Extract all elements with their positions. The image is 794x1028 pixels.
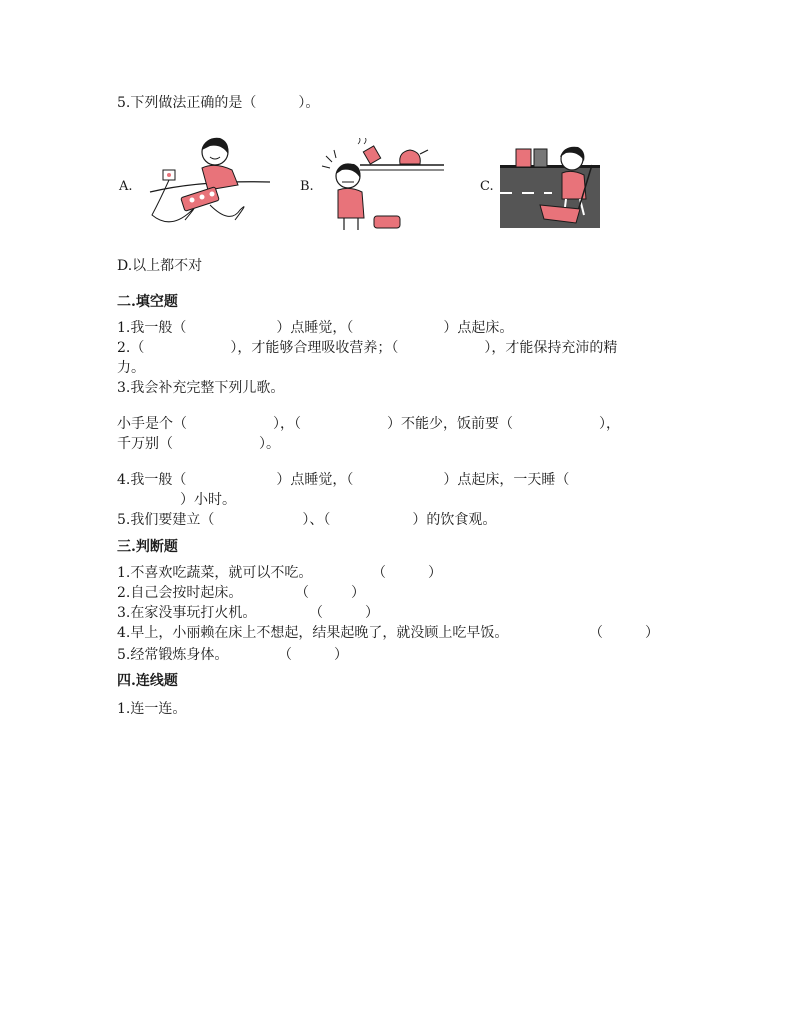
fill-q2-part-b: ），才能够合理吸收营养；（ bbox=[230, 340, 399, 356]
fill-q1-part-a: 1.我一般（ bbox=[117, 320, 187, 336]
fill-q2-wrap: 力。 bbox=[117, 360, 145, 376]
fill-q4-wrap: ）小时。 bbox=[180, 492, 236, 508]
fill-q2 bbox=[117, 338, 617, 358]
fill-q4 bbox=[117, 470, 569, 490]
song-part-a: 小手是个（ bbox=[117, 416, 187, 432]
song-line-1 bbox=[117, 414, 620, 434]
judge-q3: 3.在家没事玩打火机。 bbox=[117, 605, 257, 621]
judge-q4: 4.早上，小丽赖在床上不想起，结果起晚了，就没顾上吃早饭。 bbox=[117, 625, 509, 641]
q5-option-d: D.以上都不对 bbox=[117, 258, 203, 274]
fill-q5 bbox=[117, 510, 496, 530]
fill-q2-part-c: ），才能保持充沛的精 bbox=[484, 340, 618, 356]
option-a-label: A. bbox=[119, 179, 133, 194]
song-part-b: ），（ bbox=[273, 416, 301, 432]
judge-q3-answer[interactable]: （ ） bbox=[309, 605, 379, 621]
judge-q1-answer[interactable]: （ ） bbox=[372, 565, 442, 581]
song-part-f: ）。 bbox=[259, 436, 280, 452]
fill-q4-part-a: 4.我一般（ bbox=[117, 472, 187, 488]
song-line-2 bbox=[117, 434, 280, 454]
judge-q2-answer[interactable]: （ ） bbox=[295, 585, 365, 601]
fill-q1 bbox=[117, 318, 513, 338]
fill-q3: 3.我会补充完整下列儿歌。 bbox=[117, 380, 285, 396]
q5-stem: 5.下列做法正确的是（ ）。 bbox=[117, 95, 320, 111]
song-part-c: ）不能少，饭前要（ bbox=[387, 416, 513, 432]
section-judge-title: 三.判断题 bbox=[117, 539, 178, 555]
option-c-label: C. bbox=[480, 179, 494, 194]
judge-q1: 1.不喜欢吃蔬菜，就可以不吃。 bbox=[117, 565, 313, 581]
section-fill-title: 二.填空题 bbox=[117, 294, 178, 310]
judge-q2: 2.自己会按时起床。 bbox=[117, 585, 243, 601]
option-b-illustration bbox=[318, 138, 446, 233]
option-a-illustration bbox=[140, 130, 275, 235]
judge-q5: 5.经常锻炼身体。 bbox=[117, 647, 229, 663]
fill-q5-part-a: 5.我们要建立（ bbox=[117, 512, 215, 528]
fill-q2-part-a: 2.（ bbox=[117, 340, 145, 356]
option-b-label: B. bbox=[300, 179, 314, 194]
fill-q5-part-b: ）、（ bbox=[302, 512, 331, 528]
song-part-e: 千万别（ bbox=[117, 436, 173, 452]
song-part-d: ）， bbox=[599, 416, 620, 432]
section-link-title: 四.连线题 bbox=[117, 673, 178, 689]
fill-q1-part-c: ）点起床。 bbox=[443, 320, 514, 336]
link-q1: 1.连一连。 bbox=[117, 701, 187, 717]
fill-q4-part-b: ）点睡觉，（ bbox=[276, 472, 354, 488]
judge-q4-answer[interactable]: （ ） bbox=[589, 625, 659, 641]
judge-q5-answer[interactable]: （ ） bbox=[278, 647, 348, 663]
fill-q4-part-c: ）点起床，一天睡（ bbox=[443, 472, 570, 488]
option-c-illustration bbox=[500, 143, 600, 228]
fill-q5-part-c: ）的饮食观。 bbox=[412, 512, 497, 528]
fill-q1-part-b: ）点睡觉，（ bbox=[276, 320, 354, 336]
